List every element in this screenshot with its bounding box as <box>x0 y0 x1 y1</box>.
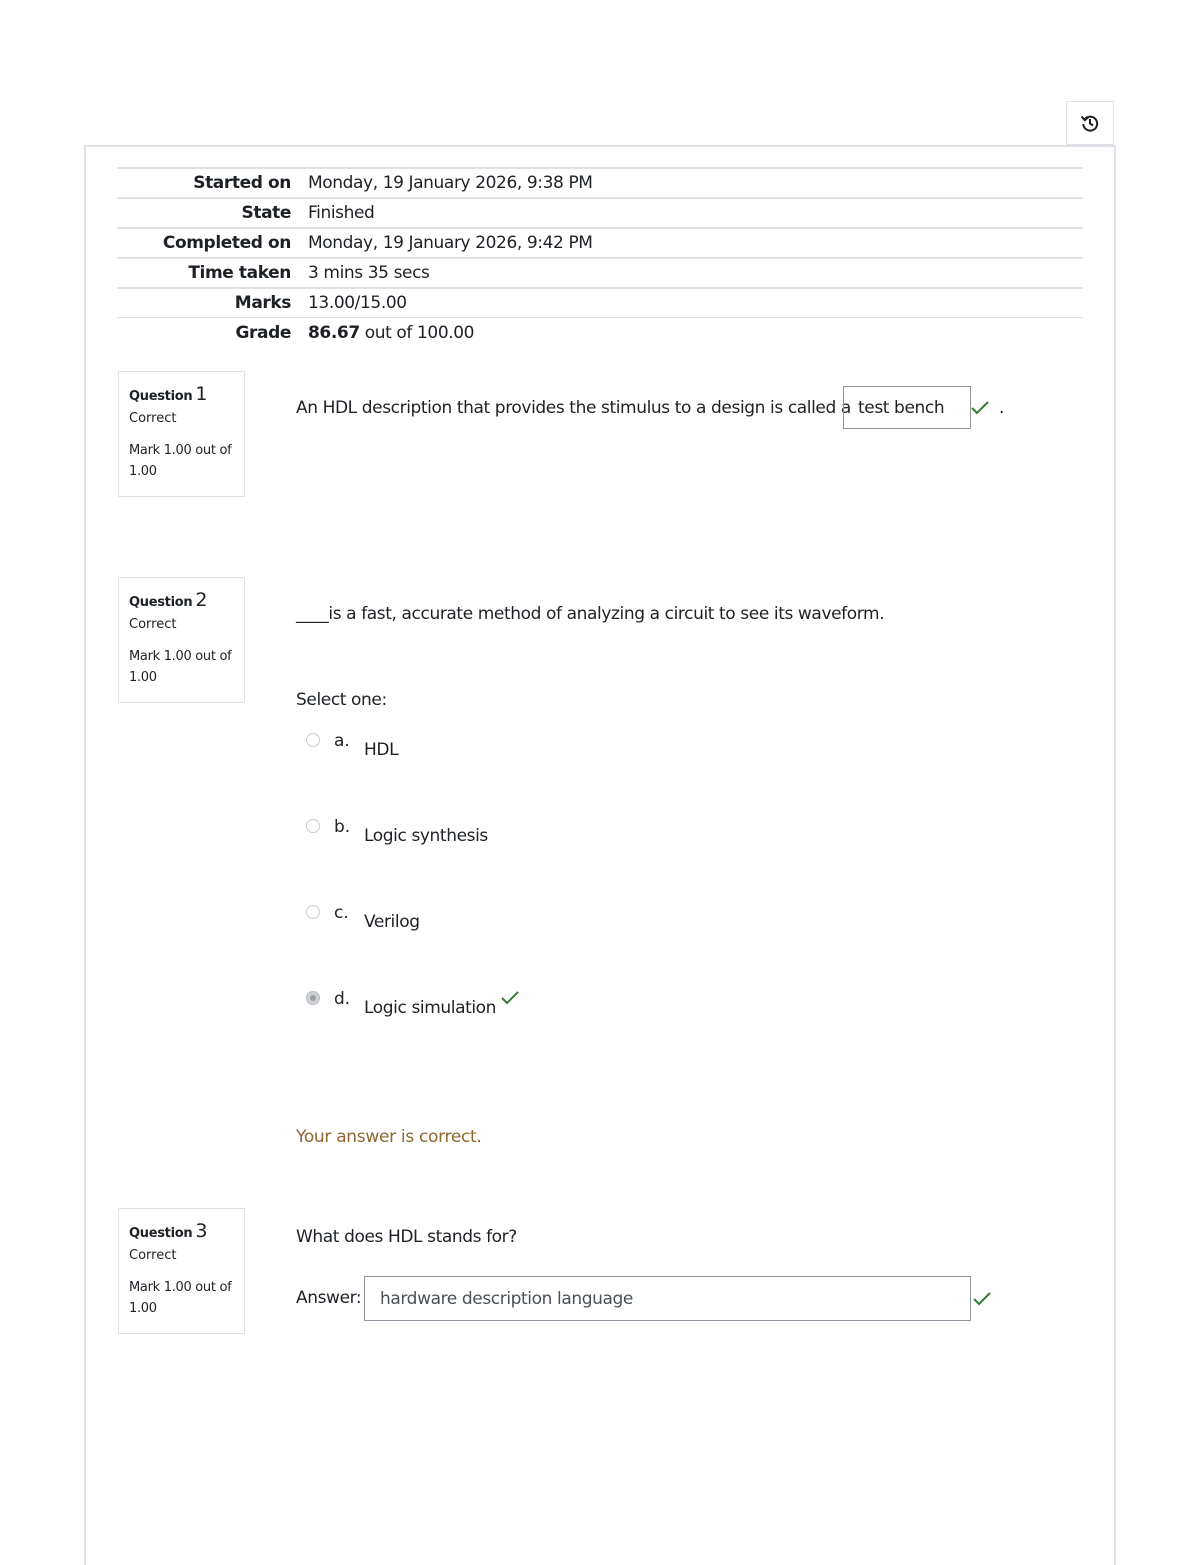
option-radio-a[interactable] <box>306 733 320 747</box>
answer-field-q3[interactable]: hardware description language <box>364 1276 971 1321</box>
question-info-2 <box>118 577 245 703</box>
option-letter: c. <box>334 903 349 923</box>
summary-row-grade <box>117 317 1083 347</box>
question-state: Correct <box>129 1248 177 1263</box>
summary-label: Completed on <box>162 233 291 253</box>
summary-row-state <box>117 197 1083 227</box>
question-number-label: Question 2 <box>129 589 208 611</box>
check-icon <box>972 1291 992 1307</box>
question-info-1 <box>118 371 245 497</box>
option-radio-b[interactable] <box>306 819 320 833</box>
question-number-label: Question 3 <box>129 1220 208 1242</box>
question-number-label: Question 1 <box>129 383 208 405</box>
summary-row-started <box>117 167 1083 197</box>
summary-label: Time taken <box>188 263 291 283</box>
question-text-1: An HDL description that provides the stimulus to a design is called a <box>296 398 851 418</box>
summary-row-completed <box>117 227 1083 257</box>
question-state: Correct <box>129 617 177 632</box>
grade-score: 86.67 <box>308 322 360 343</box>
review-panel <box>84 145 1116 1565</box>
restore-button[interactable] <box>1066 101 1114 145</box>
question-state: Correct <box>129 411 177 426</box>
question-mark: Mark 1.00 out of 1.00 <box>129 1280 232 1316</box>
question-info-3 <box>118 1208 245 1334</box>
summary-value: 3 mins 35 secs <box>308 263 430 283</box>
question-mark: Mark 1.00 out of 1.00 <box>129 649 232 685</box>
summary-label: State <box>241 203 291 223</box>
option-letter: d. <box>334 989 351 1009</box>
grade-out-of: out of 100.00 <box>359 322 475 343</box>
summary-label: Marks <box>234 293 291 313</box>
summary-value: Monday, 19 January 2026, 9:38 PM <box>308 173 593 193</box>
summary-value: Finished <box>308 203 375 223</box>
question-suffix: . <box>999 398 1005 418</box>
answer-label: Answer: <box>296 1288 362 1308</box>
question-feedback: Your answer is correct. <box>296 1127 482 1147</box>
summary-row-time-taken <box>117 257 1083 287</box>
check-icon <box>970 400 990 416</box>
check-icon <box>500 990 520 1006</box>
question-mark: Mark 1.00 out of 1.00 <box>129 443 232 479</box>
question-text-3: What does HDL stands for? <box>296 1227 517 1247</box>
option-letter: a. <box>334 731 350 751</box>
summary-value <box>308 323 474 343</box>
option-letter: b. <box>334 817 351 837</box>
answer-field-q1[interactable]: test bench <box>843 386 971 429</box>
select-one-prompt: Select one: <box>296 690 387 710</box>
option-text: Logic simulation <box>364 998 497 1018</box>
option-text: Logic synthesis <box>364 826 488 846</box>
summary-value: 13.00/15.00 <box>308 293 407 313</box>
option-radio-c[interactable] <box>306 905 320 919</box>
option-radio-d[interactable] <box>306 991 320 1005</box>
summary-label: Grade <box>235 322 291 343</box>
option-text: Verilog <box>364 912 420 932</box>
option-text: HDL <box>364 740 399 760</box>
history-icon <box>1080 113 1100 133</box>
attempt-summary-table <box>117 167 1083 347</box>
summary-row-marks <box>117 287 1083 317</box>
summary-label: Started on <box>193 173 291 193</box>
question-text-2: ____is a fast, accurate method of analyzing a circuit to see its waveform. <box>296 604 885 624</box>
summary-value: Monday, 19 January 2026, 9:42 PM <box>308 233 593 253</box>
